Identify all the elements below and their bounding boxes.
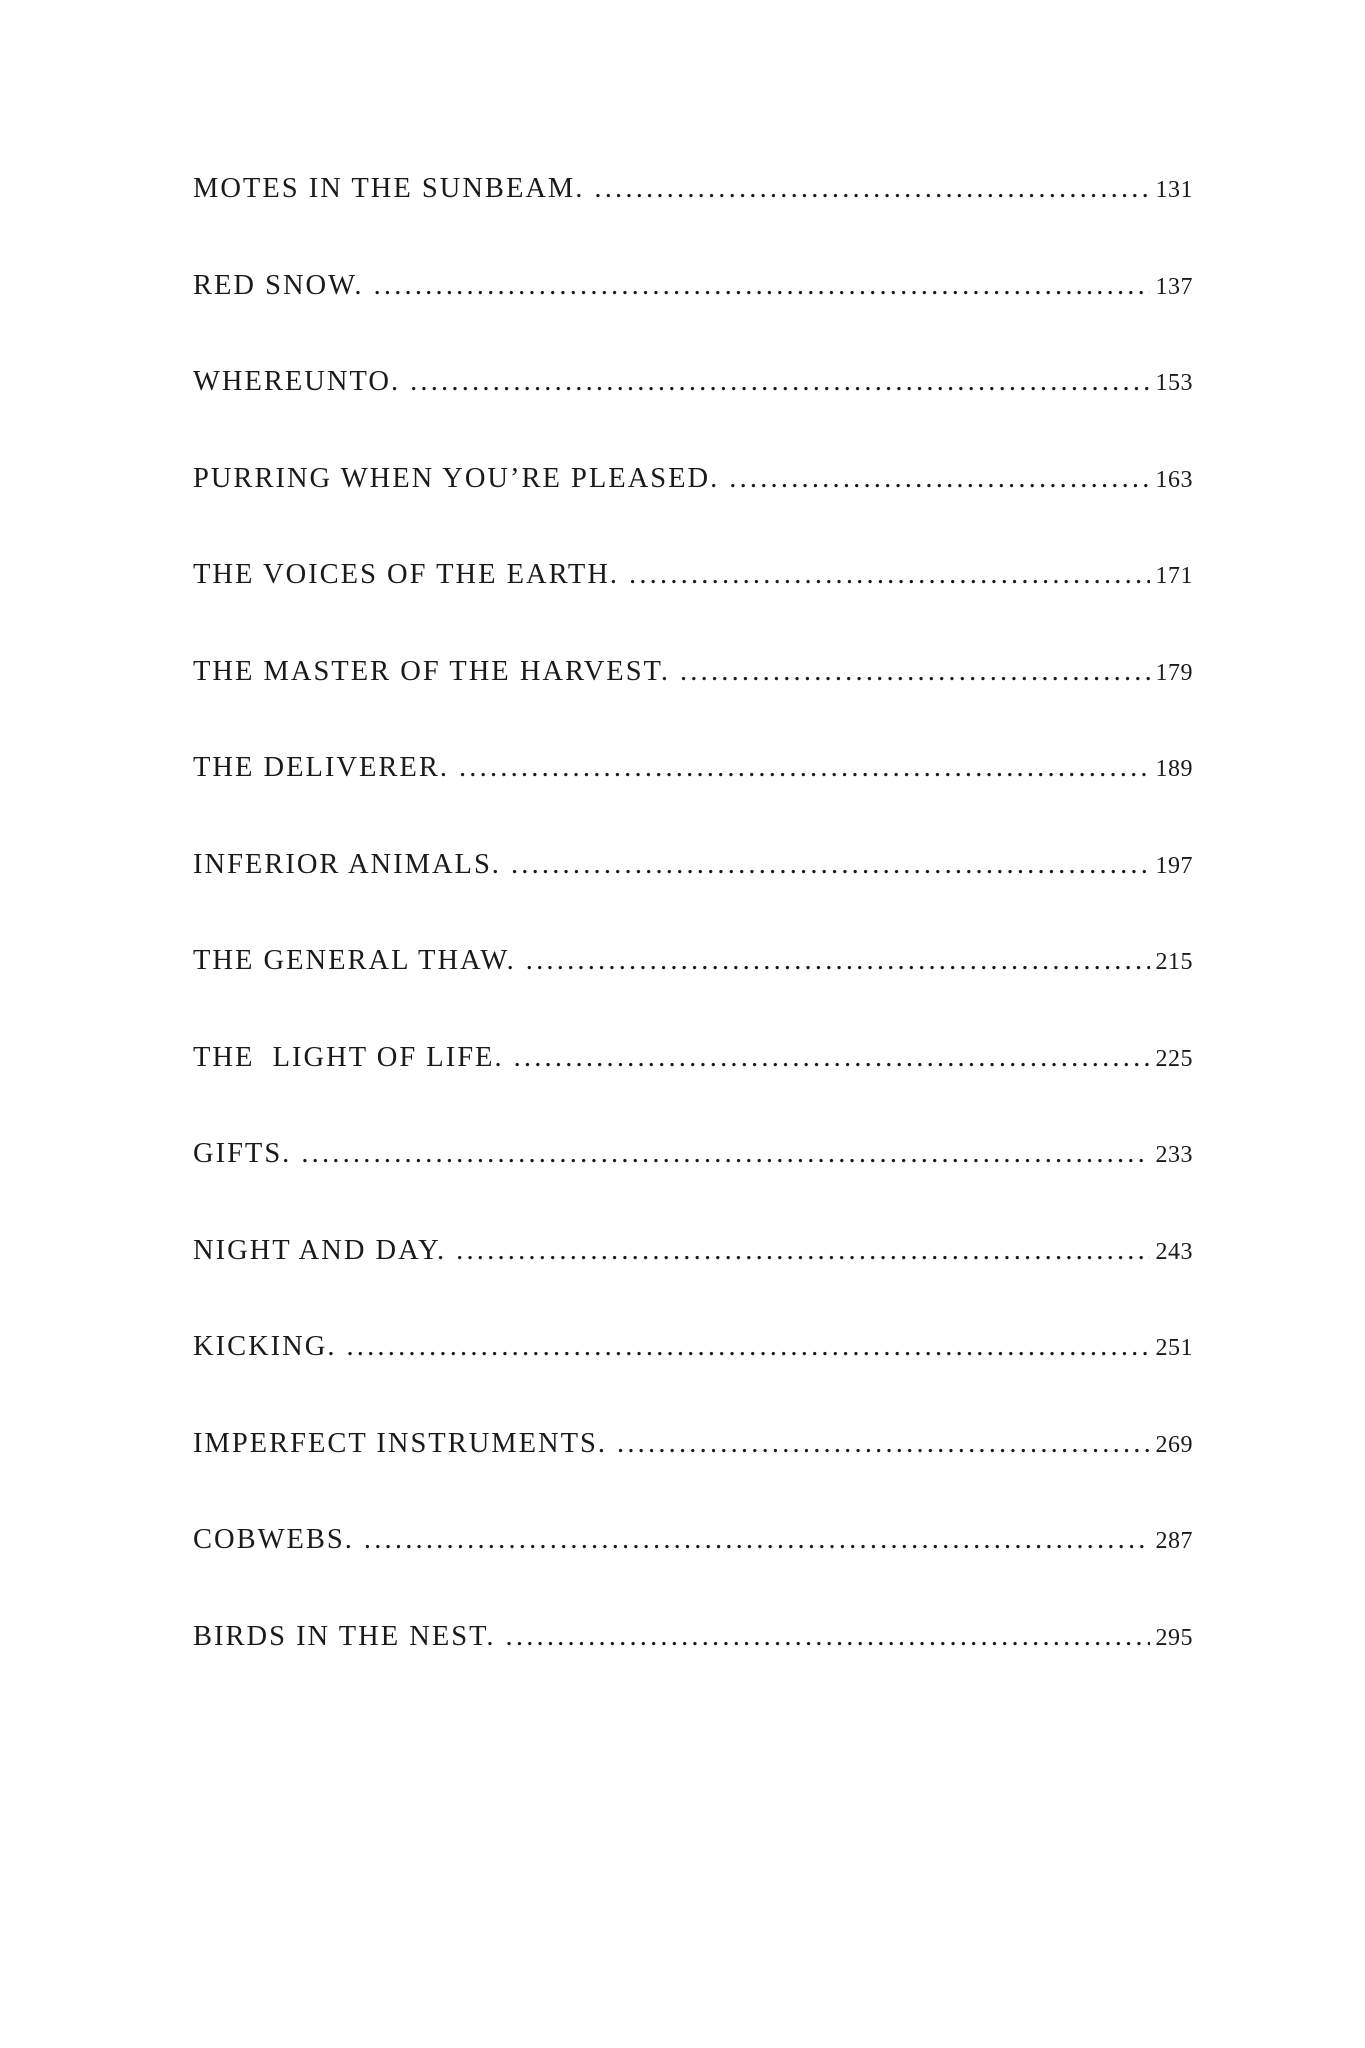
toc-entry <box>193 1331 1193 1428</box>
toc-dot-leader <box>526 945 1150 977</box>
toc-entry-page: 225 <box>1155 1045 1193 1072</box>
toc-entry-title: KICKING. <box>193 1331 337 1362</box>
toc-entry-title: THE DELIVERER. <box>193 752 449 783</box>
toc-entry-page: 137 <box>1155 273 1193 300</box>
toc-entry-title: IMPERFECT INSTRUMENTS. <box>193 1427 608 1459</box>
toc-entry-page: 243 <box>1155 1238 1193 1265</box>
toc-entry-title: THE MASTER OF THE HARVEST. <box>193 655 670 687</box>
toc-entry-title: THE VOICES OF THE EARTH. <box>193 559 620 590</box>
table-of-contents <box>193 173 1193 1717</box>
toc-entry-title: THE GENERAL THAW. <box>193 945 516 976</box>
toc-dot-leader <box>617 1428 1149 1460</box>
toc-entry <box>193 849 1193 946</box>
toc-entry-title: THE LIGHT OF LIFE. <box>193 1041 504 1073</box>
toc-entry <box>193 656 1193 753</box>
toc-dot-leader <box>680 656 1150 688</box>
toc-entry <box>193 1621 1193 1718</box>
toc-entry <box>193 752 1193 849</box>
toc-entry-title: MOTES IN THE SUNBEAM. <box>193 173 585 204</box>
toc-entry-page: 131 <box>1155 177 1193 203</box>
toc-dot-leader <box>459 752 1150 784</box>
toc-entry-page: 215 <box>1155 949 1193 975</box>
toc-entry-page: 233 <box>1155 1142 1193 1168</box>
toc-dot-leader <box>346 1331 1149 1363</box>
toc-dot-leader <box>374 270 1150 302</box>
toc-dot-leader <box>506 1621 1150 1653</box>
toc-entry-title: RED SNOW. <box>193 269 364 301</box>
toc-entry-page: 163 <box>1155 466 1193 493</box>
toc-dot-leader <box>456 1235 1149 1267</box>
toc-entry-title: BIRDS IN THE NEST. <box>193 1620 496 1652</box>
toc-entry-title: NIGHT AND DAY. <box>193 1234 447 1266</box>
toc-entry <box>193 1042 1193 1139</box>
toc-entry-page: 171 <box>1155 563 1193 589</box>
toc-entry-page: 269 <box>1155 1431 1193 1458</box>
toc-entry-page: 153 <box>1155 370 1193 396</box>
toc-entry-page: 287 <box>1155 1528 1193 1554</box>
toc-dot-leader <box>511 849 1150 881</box>
toc-entry <box>193 1524 1193 1621</box>
toc-entry-page: 197 <box>1155 852 1193 879</box>
toc-entry <box>193 1138 1193 1235</box>
toc-entry <box>193 173 1193 270</box>
toc-dot-leader <box>514 1042 1150 1074</box>
toc-dot-leader <box>410 366 1149 398</box>
toc-dot-leader <box>301 1138 1149 1170</box>
toc-entry <box>193 559 1193 656</box>
toc-entry <box>193 1235 1193 1332</box>
toc-entry-title: WHEREUNTO. <box>193 366 401 397</box>
toc-dot-leader <box>364 1524 1150 1556</box>
toc-dot-leader <box>594 173 1149 205</box>
toc-entry <box>193 366 1193 463</box>
toc-entry-title: COBWEBS. <box>193 1524 354 1555</box>
toc-entry-page: 179 <box>1155 659 1193 686</box>
toc-entry-page: 251 <box>1155 1335 1193 1361</box>
toc-dot-leader <box>629 559 1149 591</box>
toc-entry-page: 189 <box>1155 756 1193 782</box>
toc-entry-page: 295 <box>1155 1624 1193 1651</box>
toc-entry-title: PURRING WHEN YOU’RE PLEASED. <box>193 462 720 494</box>
toc-entry <box>193 463 1193 560</box>
toc-dot-leader <box>729 463 1149 495</box>
toc-entry-title: INFERIOR ANIMALS. <box>193 848 501 880</box>
toc-entry-title: GIFTS. <box>193 1138 292 1169</box>
toc-entry <box>193 945 1193 1042</box>
toc-entry <box>193 1428 1193 1525</box>
toc-entry <box>193 270 1193 367</box>
